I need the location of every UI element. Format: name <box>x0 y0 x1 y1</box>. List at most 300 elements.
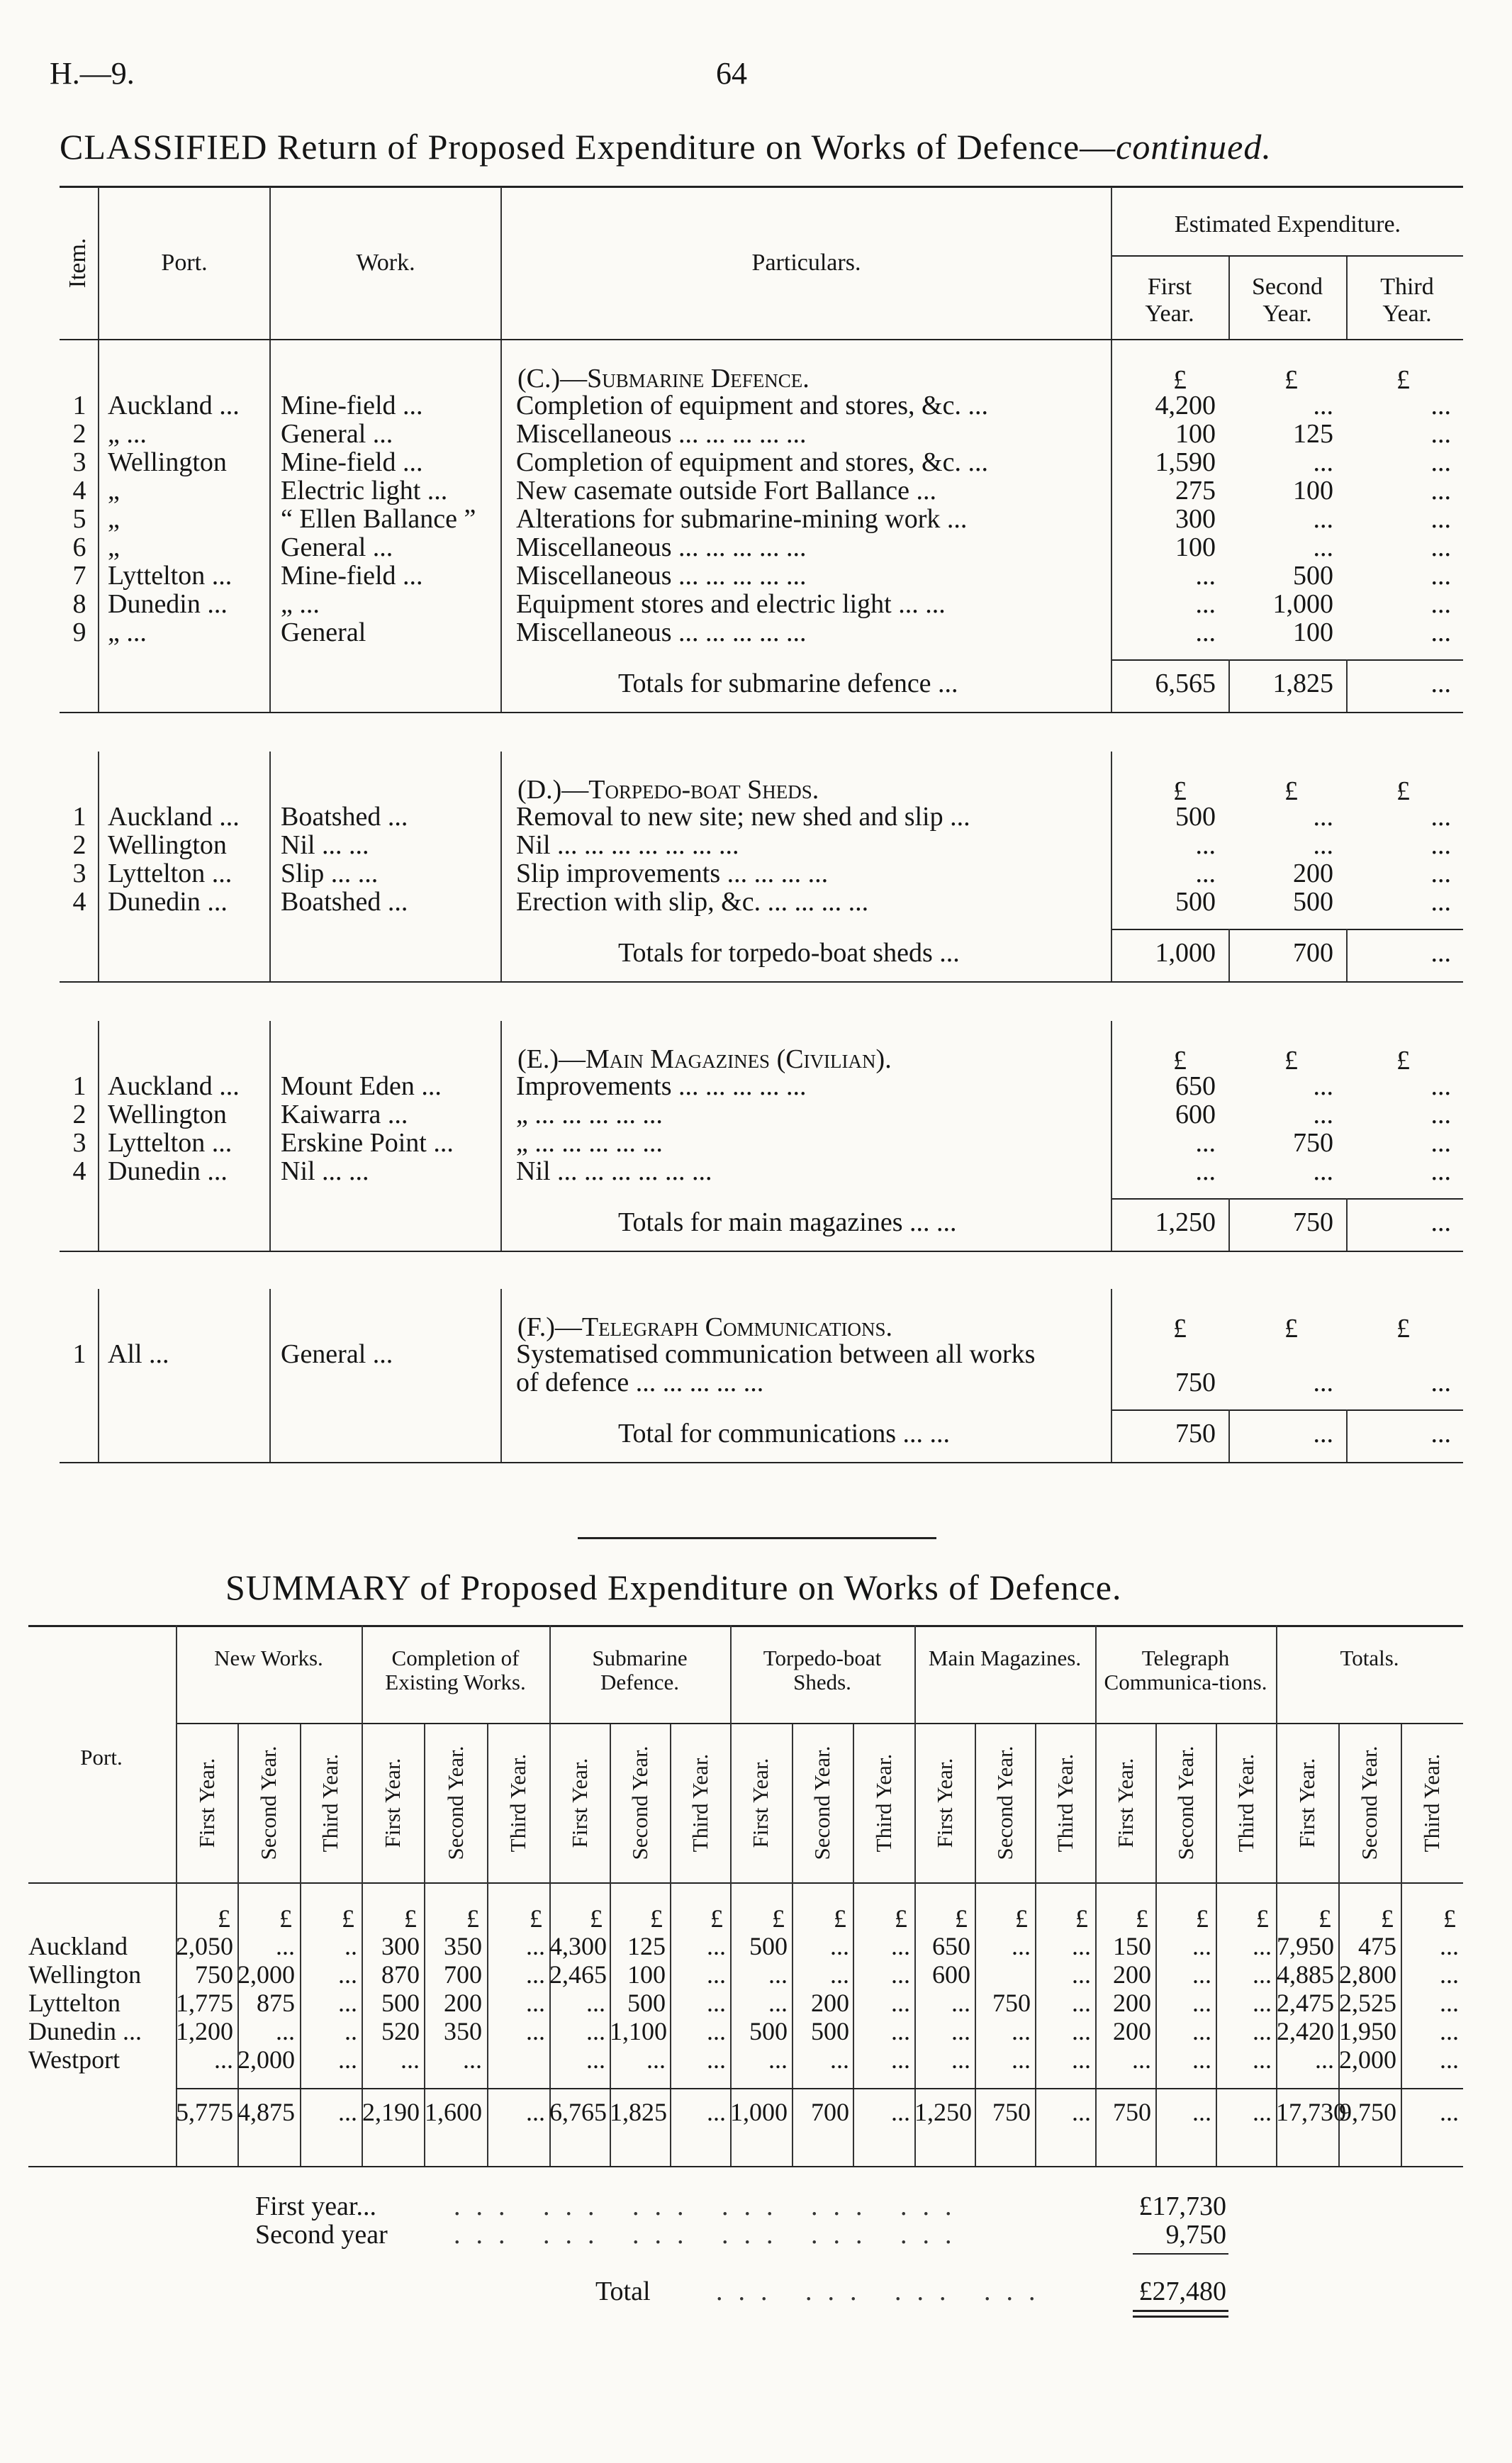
particulars-cell: Miscellaneous ... ... ... ... ... <box>516 419 807 449</box>
second-year-cell: 100 <box>1293 476 1333 506</box>
summary-cell: ... <box>891 1932 910 1960</box>
table-row <box>0 803 1512 831</box>
first-year-cell: ... <box>1195 1156 1216 1186</box>
item-number: 4 <box>72 887 86 917</box>
col-divider <box>98 752 99 981</box>
summary-cell: ... <box>768 1960 788 1989</box>
item-number: 9 <box>72 618 86 647</box>
third-year-cell: ... <box>1430 504 1451 534</box>
table-row <box>0 1340 1512 1368</box>
third-year-cell: ... <box>1430 532 1451 562</box>
port-cell: Lyttelton ... <box>108 1128 233 1158</box>
work-cell: General ... <box>281 532 393 562</box>
section-heading: (D.)—Torpedo-boat Sheds. <box>517 775 819 805</box>
particulars-cell: Erection with slip, &c. ... ... ... ... <box>516 887 869 917</box>
summary-port: Dunedin ... <box>28 2017 142 2045</box>
summary-cell: 750 <box>195 1960 233 1989</box>
totals-label: Totals for torpedo-boat sheds ... <box>618 938 960 968</box>
header-particulars: Particulars. <box>751 250 861 276</box>
third-year-cell: ... <box>1430 1100 1451 1129</box>
summary-cell: 750 <box>992 1989 1031 2017</box>
summary-cell: ... <box>1072 2045 1091 2074</box>
summary-total-cell: 6,765 <box>549 2098 607 2126</box>
col-divider <box>500 340 502 712</box>
particulars-cell: Miscellaneous ... ... ... ... ... <box>516 561 807 591</box>
second-year-cell: 100 <box>1293 618 1333 647</box>
work-cell: Erskine Point ... <box>281 1128 454 1158</box>
totals-row <box>0 1419 1512 1448</box>
first-year-cell: 1,590 <box>1155 447 1216 477</box>
currency-symbol: £ <box>1284 1314 1298 1344</box>
summary-cell: ... <box>707 2045 726 2074</box>
work-cell: Boatshed ... <box>281 887 408 917</box>
first-year-cell: 300 <box>1175 504 1216 534</box>
col-divider <box>1111 1289 1112 1462</box>
summary-cell: 875 <box>257 1989 295 2017</box>
second-year-leaders: ... ... ... ... ... ... <box>454 2220 968 2250</box>
second-year-cell: ... <box>1313 532 1333 562</box>
group-magazines: Main Magazines. <box>928 1646 1082 1670</box>
first-year-leaders: ... ... ... ... ... ... <box>454 2191 968 2221</box>
currency-symbol: £ <box>279 1904 292 1933</box>
currency-symbol: £ <box>1015 1904 1028 1933</box>
summary-cell: ... <box>1192 2017 1211 2045</box>
summary-total-cell: 9,750 <box>1339 2098 1396 2126</box>
col-divider <box>1228 1409 1230 1462</box>
summary-cell: ... <box>1072 1932 1091 1960</box>
summary-total-cell: ... <box>1440 2098 1459 2126</box>
summary-cell: 500 <box>749 2017 788 2045</box>
summary-total-cell: 1,600 <box>425 2098 482 2126</box>
summary-cell: ... <box>891 1960 910 1989</box>
summary-cell: 500 <box>627 1989 666 2017</box>
currency-symbol: £ <box>530 1904 542 1933</box>
summary-total-cell: 17,730 <box>1276 2098 1346 2126</box>
summary-cell: ... <box>951 1989 970 2017</box>
group-submarine: Submarine Defence. <box>592 1646 688 1694</box>
summary-cell: ... <box>830 1960 849 1989</box>
summary-cell: ... <box>1132 2045 1151 2074</box>
totals-label: Totals for submarine defence ... <box>618 669 958 698</box>
port-cell: Wellington <box>108 1100 227 1129</box>
item-number: 5 <box>72 504 86 534</box>
summary-cell: 200 <box>444 1989 482 2017</box>
item-number: 3 <box>72 859 86 888</box>
particulars-cell: Nil ... ... ... ... ... ... ... <box>516 830 739 860</box>
currency-symbol: £ <box>1443 1904 1456 1933</box>
col-divider <box>1346 1198 1348 1251</box>
summary-cell: 4,300 <box>549 1932 607 1960</box>
third-year-cell: ... <box>1430 830 1451 860</box>
section-heading: (F.)—Telegraph Communications. <box>517 1312 892 1342</box>
work-cell: Slip ... ... <box>281 859 379 888</box>
year-header: Third Year. <box>505 1753 530 1853</box>
total-second-year: 1,825 <box>1272 669 1333 698</box>
third-year-cell: ... <box>1430 618 1451 647</box>
table-row <box>0 476 1512 505</box>
third-year-cell: ... <box>1430 476 1451 506</box>
group-completion: Completion of Existing Works. <box>385 1646 526 1694</box>
separator-rule <box>578 1537 936 1539</box>
item-number: 1 <box>72 1339 86 1369</box>
summary-row <box>0 2045 1512 2074</box>
summary-cell: 870 <box>381 1960 420 1989</box>
summary-row <box>0 1932 1512 1960</box>
summary-col-divider <box>549 1625 551 2166</box>
totals-row <box>0 939 1512 967</box>
summary-cell: ... <box>891 2017 910 2045</box>
summary-cell: ... <box>276 1932 295 1960</box>
summary-cell: ... <box>646 2045 666 2074</box>
summary-cell: ... <box>1192 2045 1211 2074</box>
summary-cell: 500 <box>381 1989 420 2017</box>
summary-cell: ... <box>1072 1960 1091 1989</box>
summary-cell: ... <box>463 2045 482 2074</box>
summary-total-cell: 1,250 <box>914 2098 972 2126</box>
third-year-cell: ... <box>1430 1156 1451 1186</box>
particulars-cell: „ ... ... ... ... ... <box>516 1100 663 1129</box>
double-rule-2 <box>1133 2316 1228 2318</box>
summary-cell: 2,420 <box>1277 2017 1334 2045</box>
summary-cell: ... <box>586 2045 605 2074</box>
summary-cell: ... <box>401 2045 420 2074</box>
summary-cell: ... <box>1253 1960 1272 1989</box>
grand-total-leaders: ... ... ... ... <box>716 2277 1051 2306</box>
summary-cell: ... <box>338 1960 357 1989</box>
port-cell: All ... <box>108 1339 169 1369</box>
group-torpedo: Torpedo-boat Sheds. <box>763 1646 882 1694</box>
col-divider <box>269 752 271 981</box>
col-divider <box>1111 187 1112 339</box>
particulars-cell: Alterations for submarine-mining work ... <box>516 504 968 534</box>
summary-cell: ... <box>1012 1932 1031 1960</box>
summary-cell: ... <box>338 1989 357 2017</box>
summary-cell: ... <box>1440 1960 1459 1989</box>
currency-symbol: £ <box>1196 1904 1209 1933</box>
table-row <box>0 859 1512 888</box>
col-divider <box>500 1289 502 1462</box>
summary-total-cell: ... <box>526 2098 545 2126</box>
summary-cell: ... <box>951 2045 970 2074</box>
table-row <box>0 888 1512 916</box>
summary-header-rule <box>28 1882 1463 1884</box>
grand-total-value: £27,480 <box>1138 2277 1226 2306</box>
summary-cell: 1,775 <box>176 1989 233 2017</box>
work-cell: General <box>281 618 366 647</box>
summary-cell: 2,000 <box>237 2045 295 2074</box>
currency-symbol: £ <box>1396 1046 1410 1076</box>
summary-cell: ... <box>1012 2017 1031 2045</box>
work-cell: Kaiwarra ... <box>281 1100 408 1129</box>
summary-cell: ... <box>891 2045 910 2074</box>
summary-cell: 2,000 <box>1339 2045 1396 2074</box>
port-cell: Auckland ... <box>108 802 240 832</box>
port-cell: Auckland ... <box>108 1071 240 1101</box>
summary-cell: ... <box>1012 2045 1031 2074</box>
summary-cell: ... <box>1192 1989 1211 2017</box>
particulars-cell: Miscellaneous ... ... ... ... ... <box>516 532 807 562</box>
summary-col-divider <box>1276 1625 1277 2166</box>
section-bottom-rule <box>60 981 1463 983</box>
grand-total-label: Total <box>595 2277 651 2306</box>
col-divider <box>1228 929 1230 981</box>
header-port: Port. <box>161 250 208 276</box>
summary-cell: ... <box>526 1960 545 1989</box>
year-header: Third Year. <box>318 1753 343 1853</box>
work-cell: Mine-field ... <box>281 447 423 477</box>
port-cell: Auckland ... <box>108 391 240 420</box>
col-divider <box>500 752 502 981</box>
currency-symbol: £ <box>834 1904 846 1933</box>
header-estimated-expenditure: Estimated Expenditure. <box>1174 211 1401 238</box>
header-first-year: First Year. <box>1145 274 1194 327</box>
summary-cell: 2,050 <box>176 1932 233 1960</box>
year-header: Second Year. <box>627 1746 652 1860</box>
summary-cell: 1,950 <box>1339 2017 1396 2045</box>
currency-symbol: £ <box>1173 365 1187 395</box>
header-second-year: Second Year. <box>1251 274 1323 327</box>
page-number: 64 <box>716 56 747 91</box>
currency-symbol: £ <box>404 1904 417 1933</box>
col-divider <box>269 340 271 712</box>
particulars-cell: Improvements ... ... ... ... ... <box>516 1071 807 1101</box>
summary-cell: ... <box>891 1989 910 2017</box>
group-new-works: New Works. <box>214 1646 323 1670</box>
currency-symbol: £ <box>1173 776 1187 806</box>
year-header: First Year. <box>194 1758 219 1848</box>
summary-cell: ... <box>338 2045 357 2074</box>
third-year-cell: ... <box>1430 802 1451 832</box>
summary-cell: ... <box>1192 1960 1211 1989</box>
currency-symbol: £ <box>955 1904 968 1933</box>
summary-total-cell: ... <box>1072 2098 1091 2126</box>
table-row <box>0 1072 1512 1100</box>
summary-cell: ... <box>1253 2017 1272 2045</box>
first-year-label: First year... <box>255 2191 376 2221</box>
summary-cell: ... <box>1253 1932 1272 1960</box>
col-divider <box>1111 340 1112 712</box>
port-cell: Dunedin ... <box>108 1156 228 1186</box>
group-totals: Totals. <box>1340 1646 1399 1670</box>
currency-symbol: £ <box>1075 1904 1088 1933</box>
summary-cell: 2,800 <box>1339 1960 1396 1989</box>
currency-symbol: £ <box>1284 776 1298 806</box>
col-divider <box>98 1289 99 1462</box>
section-bottom-rule <box>60 1251 1463 1252</box>
section-bottom-rule <box>60 1462 1463 1463</box>
first-year-cell: ... <box>1195 1128 1216 1158</box>
second-year-cell: ... <box>1313 1368 1333 1397</box>
summary-total-cell: 2,190 <box>362 2098 420 2126</box>
currency-symbol: £ <box>772 1904 785 1933</box>
table-row <box>0 1157 1512 1185</box>
first-year-cell: ... <box>1195 618 1216 647</box>
work-cell: Electric light ... <box>281 476 448 506</box>
currency-symbol: £ <box>1284 1046 1298 1076</box>
third-year-cell: ... <box>1430 1128 1451 1158</box>
summary-cell: ... <box>830 1932 849 1960</box>
summary-col-divider <box>362 1625 363 2166</box>
port-cell: Wellington <box>108 447 227 477</box>
summary-cell: 700 <box>444 1960 482 1989</box>
port-cell: „ <box>108 532 120 562</box>
currency-symbol: £ <box>895 1904 907 1933</box>
col-divider <box>1346 257 1348 339</box>
summary-row <box>0 1960 1512 1989</box>
summary-total-cell: 5,775 <box>176 2098 233 2126</box>
summary-cell: 200 <box>1113 1960 1151 1989</box>
summary-cell: ... <box>1440 2045 1459 2074</box>
summary-total-rule <box>176 2088 1463 2089</box>
page-title <box>60 126 1463 167</box>
summary-row <box>0 2017 1512 2045</box>
currency-symbol: £ <box>710 1904 723 1933</box>
item-number: 1 <box>72 802 86 832</box>
currency-symbol: £ <box>1284 365 1298 395</box>
summary-cell: ... <box>707 1932 726 1960</box>
summary-cell: ... <box>526 1989 545 2017</box>
item-number: 6 <box>72 532 86 562</box>
summary-cell: ... <box>707 1960 726 1989</box>
col-divider <box>1346 659 1348 712</box>
year-header: Third Year. <box>1233 1753 1258 1853</box>
year-header: First Year. <box>380 1758 405 1848</box>
summary-cell: ... <box>1072 1989 1091 2017</box>
work-cell: Mine-field ... <box>281 561 423 591</box>
work-cell: Mount Eden ... <box>281 1071 442 1101</box>
summary-cell: 500 <box>749 1932 788 1960</box>
second-year-cell: ... <box>1313 1100 1333 1129</box>
first-year-cell: 500 <box>1175 802 1216 832</box>
summary-cell: ... <box>707 2017 726 2045</box>
summary-cell: 300 <box>381 1932 420 1960</box>
year-header: First Year. <box>931 1758 957 1848</box>
table-row <box>0 505 1512 533</box>
currency-symbol: £ <box>342 1904 354 1933</box>
summary-group-rule <box>176 1723 1463 1724</box>
summary-cell: ... <box>707 1989 726 2017</box>
header-third-year: Third Year. <box>1380 274 1434 327</box>
title-main: CLASSIFIED Return of Proposed Expenditure on Works of Defence— <box>60 127 1116 167</box>
summary-total-cell: 1,000 <box>730 2098 788 2126</box>
summary-cell: ... <box>526 1932 545 1960</box>
second-year-total: 9,750 <box>1165 2220 1226 2250</box>
section-bottom-rule <box>60 712 1463 713</box>
year-header: Second Year. <box>256 1746 281 1860</box>
title-continued: continued. <box>1116 127 1272 167</box>
year-header: Third Year. <box>870 1753 896 1853</box>
second-year-cell: 500 <box>1293 561 1333 591</box>
summary-cell: ... <box>830 2045 849 2074</box>
port-cell: Lyttelton ... <box>108 859 233 888</box>
second-year-cell: 125 <box>1293 419 1333 449</box>
particulars-cell: Slip improvements ... ... ... ... <box>516 859 829 888</box>
sum-rule <box>1133 2253 1228 2255</box>
totals-label: Total for communications ... ... <box>618 1419 951 1448</box>
total-third-year: ... <box>1430 1419 1451 1448</box>
summary-top-rule <box>28 1625 1463 1627</box>
subtotal-rule <box>1111 929 1463 930</box>
summary-bottom-rule <box>28 2166 1463 2167</box>
col-divider <box>269 1289 271 1462</box>
group-telegraph: Telegraph Communica-tions. <box>1104 1646 1267 1694</box>
item-number: 3 <box>72 447 86 477</box>
item-number: 2 <box>72 1100 86 1129</box>
summary-cell: 150 <box>1113 1932 1151 1960</box>
port-cell: „ <box>108 476 120 506</box>
year-header: First Year. <box>1294 1758 1319 1848</box>
table-row <box>0 590 1512 618</box>
first-year-cell: 600 <box>1175 1100 1216 1129</box>
particulars-cell: „ ... ... ... ... ... <box>516 1128 663 1158</box>
particulars-cell: Miscellaneous ... ... ... ... ... <box>516 618 807 647</box>
third-year-cell: ... <box>1430 1071 1451 1101</box>
summary-total-cell: 1,825 <box>610 2098 667 2126</box>
port-cell: Dunedin ... <box>108 589 228 619</box>
second-year-cell: 750 <box>1293 1128 1333 1158</box>
table-row <box>0 533 1512 562</box>
summary-cell: ... <box>1440 2017 1459 2045</box>
table-row <box>0 1368 1512 1397</box>
col-divider <box>98 340 99 712</box>
second-year-label: Second year <box>255 2220 388 2250</box>
summary-port: Westport <box>28 2045 121 2074</box>
summary-col-divider <box>914 1625 916 2166</box>
summary-cell: ... <box>214 2045 233 2074</box>
col-divider <box>1228 257 1230 339</box>
table-row <box>0 831 1512 859</box>
year-header: Second Year. <box>1172 1746 1198 1860</box>
summary-col-divider <box>176 1625 177 2166</box>
total-second-year: ... <box>1313 1419 1333 1448</box>
col-divider <box>1228 659 1230 712</box>
work-cell: General ... <box>281 419 393 449</box>
table-row <box>0 420 1512 448</box>
summary-cell: ... <box>586 1989 605 2017</box>
item-number: 4 <box>72 1156 86 1186</box>
first-year-cell: 100 <box>1175 419 1216 449</box>
table-row <box>0 618 1512 647</box>
item-number: 1 <box>72 391 86 420</box>
currency-symbol: £ <box>1256 1904 1269 1933</box>
particulars-cell: Completion of equipment and stores, &c. ... <box>516 391 988 420</box>
currency-symbol: £ <box>650 1904 663 1933</box>
subtotal-rule <box>1111 1198 1463 1200</box>
first-year-cell: ... <box>1195 589 1216 619</box>
second-year-cell: 200 <box>1293 859 1333 888</box>
currency-symbol: £ <box>1396 365 1410 395</box>
summary-cell: 350 <box>444 2017 482 2045</box>
third-year-cell: ... <box>1430 419 1451 449</box>
summary-cell: 500 <box>811 2017 849 2045</box>
summary-cell: ... <box>526 2017 545 2045</box>
particulars-cell: Removal to new site; new shed and slip ... <box>516 802 970 832</box>
summary-cell: ... <box>1192 1932 1211 1960</box>
year-header: First Year. <box>566 1758 592 1848</box>
header-work: Work. <box>356 250 415 276</box>
col-divider <box>500 1021 502 1251</box>
particulars-cell: Equipment stores and electric light ... ... <box>516 589 946 619</box>
col-divider <box>1111 752 1112 981</box>
work-cell: “ Ellen Ballance ” <box>281 504 476 534</box>
summary-total-cell: ... <box>1253 2098 1272 2126</box>
particulars-cell: New casemate outside Fort Ballance ... <box>516 476 937 506</box>
summary-cell: 520 <box>381 2017 420 2045</box>
currency-symbol: £ <box>590 1904 603 1933</box>
particulars-cell: Nil ... ... ... ... ... ... <box>516 1156 712 1186</box>
first-year-cell: ... <box>1195 830 1216 860</box>
summary-cell: 2,525 <box>1339 1989 1396 2017</box>
